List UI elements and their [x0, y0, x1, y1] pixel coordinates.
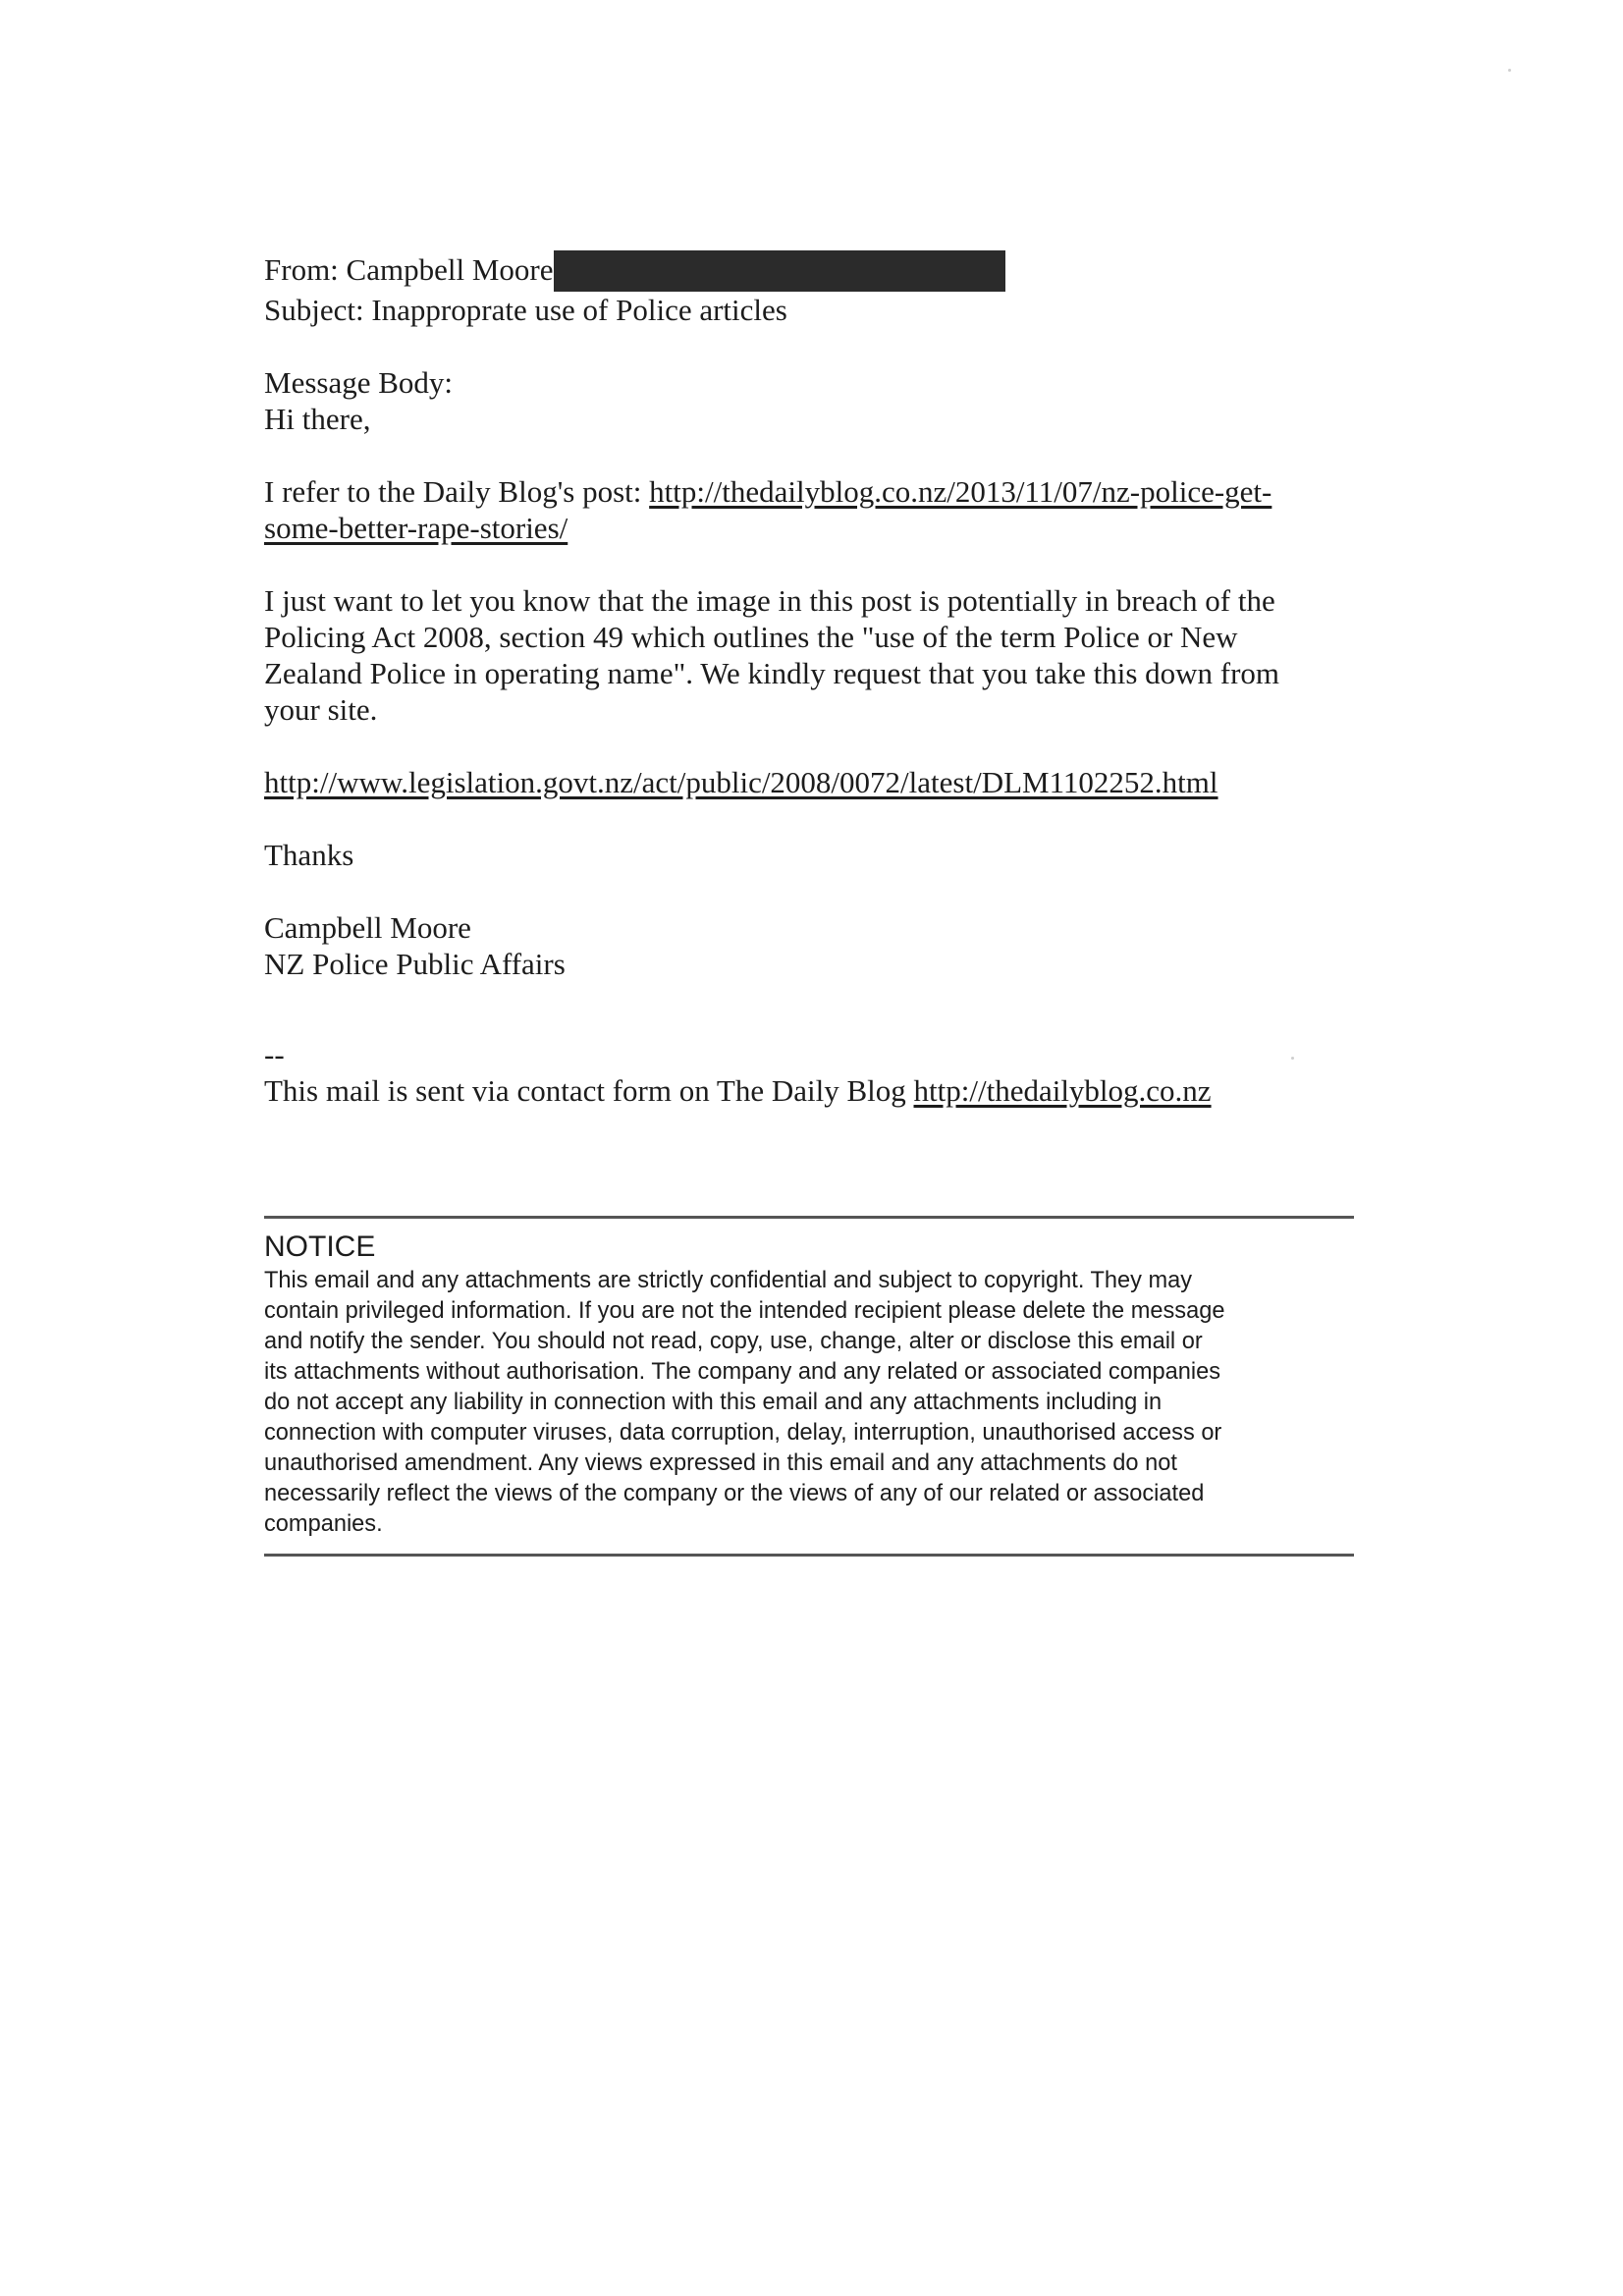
notice-line: unauthorised amendment. Any views expressed in this email and any attachments do not [264, 1450, 1177, 1476]
notice-line: do not accept any liability in connection with this email and any attachments including in [264, 1390, 1163, 1415]
signature-org: NZ Police Public Affairs [264, 947, 566, 981]
signature-name: Campbell Moore [264, 910, 471, 945]
signature-separator: -- [264, 1037, 285, 1071]
from-line [264, 250, 1364, 292]
footer-text: This mail is sent via contact form on The Daily Blog [264, 1073, 914, 1108]
notice-line: necessarily reflect the views of the company or the views of any of our related or associated [264, 1481, 1205, 1506]
notice-bottom-rule [264, 1554, 1354, 1557]
from-label: From: Campbell Moore [264, 252, 554, 287]
footer-line [264, 1072, 1364, 1109]
scan-speck [1508, 69, 1511, 72]
subject-line: Subject: Inapproprate use of Police articles [264, 293, 787, 327]
notice-top-rule [264, 1216, 1354, 1219]
body-line-1: I just want to let you know that the image in this post is potentially in breach of the [264, 583, 1275, 618]
notice-body [264, 1266, 1354, 1540]
redaction-bar [554, 250, 1005, 292]
thanks-text: Thanks [264, 838, 354, 872]
legislation-line [264, 764, 1364, 800]
refer-text: I refer to the Daily Blog's post: [264, 474, 650, 509]
body-line-2: Policing Act 2008, section 49 which outlines the "use of the term Police or New [264, 620, 1238, 654]
notice-line: and notify the sender. You should not read, copy, use, change, alter or disclose this email or [264, 1329, 1203, 1354]
scan-speck [1291, 1057, 1294, 1060]
notice-line: This email and any attachments are strictly confidential and subject to copyright. They may [264, 1268, 1193, 1293]
greeting: Hi there, [264, 402, 371, 436]
email-printout [264, 250, 1364, 1109]
footer-link[interactable]: http://thedailyblog.co.nz [913, 1073, 1212, 1108]
refer-line-continued [264, 510, 1364, 546]
notice-line: connection with computer viruses, data corruption, delay, interruption, unauthorised access or [264, 1420, 1222, 1446]
body-line-4: your site. [264, 692, 378, 727]
confidentiality-notice [264, 1216, 1354, 1557]
notice-line: companies. [264, 1511, 383, 1537]
notice-line: its attachments without authorisation. The company and any related or associated companies [264, 1359, 1221, 1385]
post-link-part1[interactable]: http://thedailyblog.co.nz/2013/11/07/nz-police-get- [649, 474, 1272, 509]
notice-line: contain privileged information. If you are not the intended recipient please delete the message [264, 1298, 1225, 1324]
message-body-label: Message Body: [264, 365, 454, 400]
post-link-part2[interactable]: some-better-rape-stories/ [264, 511, 568, 545]
body-line-3: Zealand Police in operating name". We kindly request that you take this down from [264, 656, 1280, 690]
legislation-link[interactable]: http://www.legislation.govt.nz/act/public/2008/0072/latest/DLM1102252.html [264, 765, 1218, 799]
refer-line [264, 473, 1364, 510]
notice-title: NOTICE [264, 1230, 376, 1263]
